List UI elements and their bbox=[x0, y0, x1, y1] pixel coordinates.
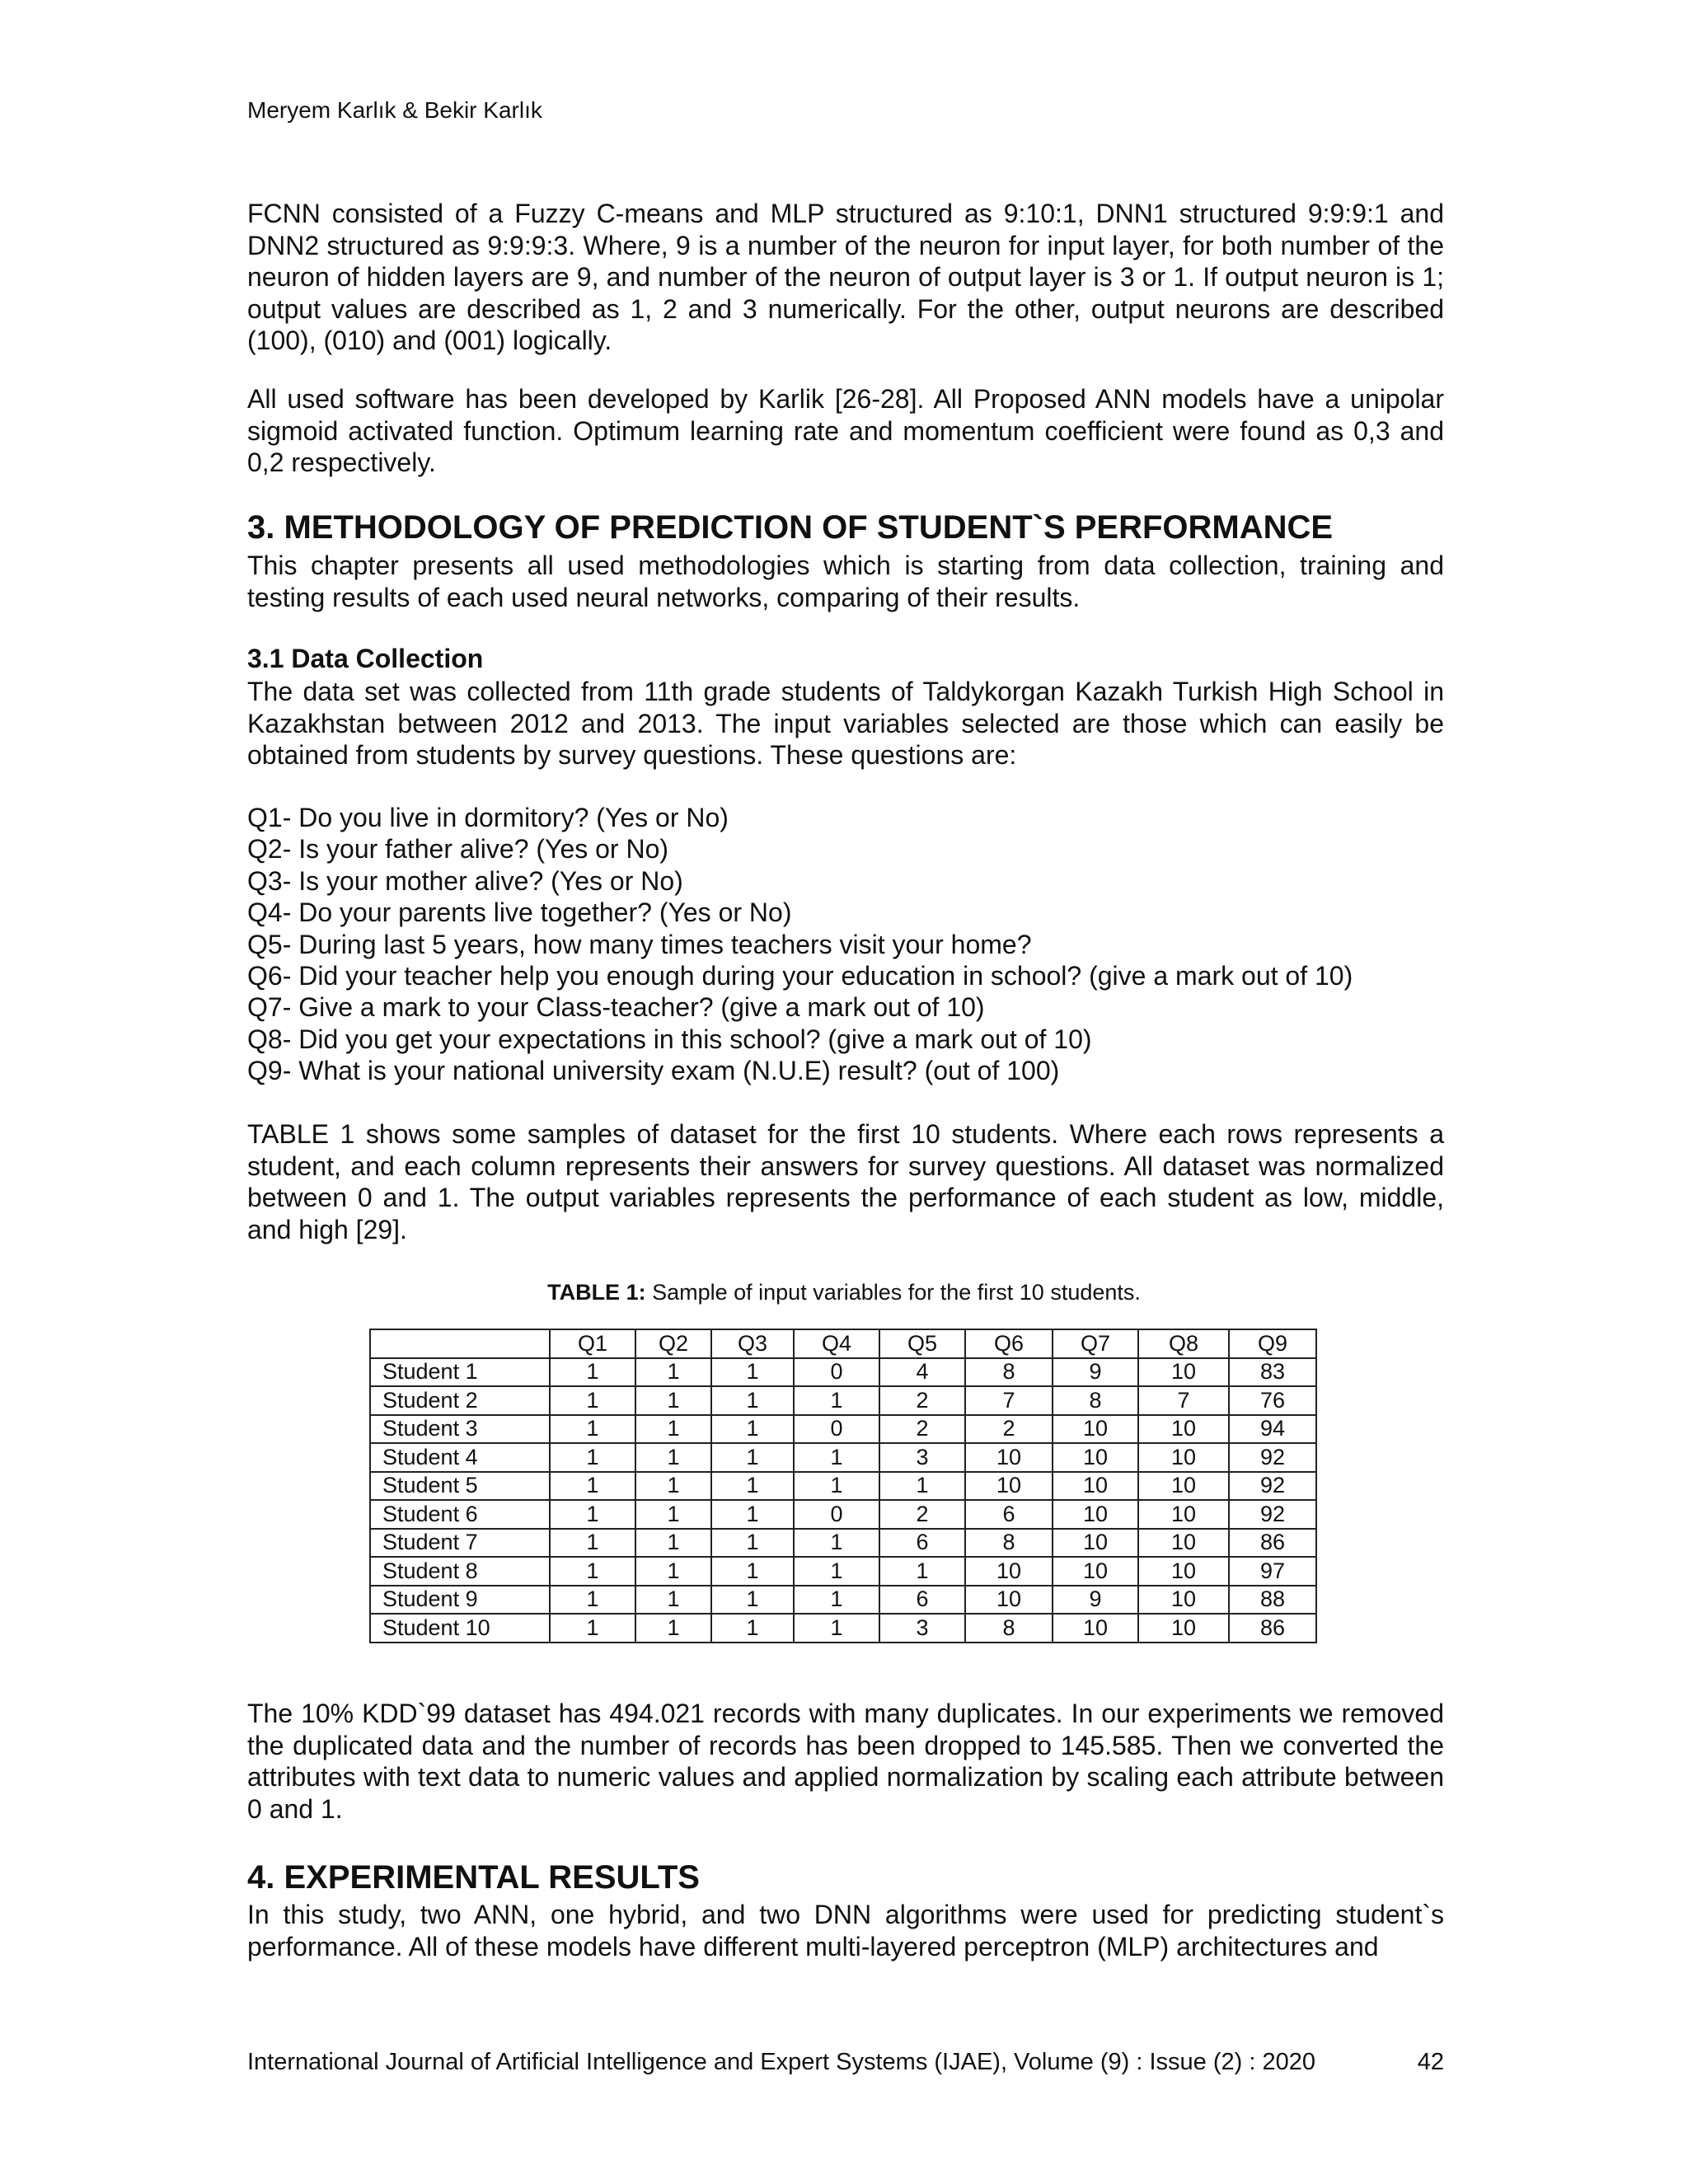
table-row bbox=[370, 1386, 1316, 1415]
question-item: Q8- Did you get your expectations in this school? (give a mark out of 10) bbox=[247, 1024, 1092, 1054]
table-cell: 76 bbox=[1229, 1386, 1316, 1415]
table-cell: 1 bbox=[794, 1529, 879, 1558]
table-cell: 10 bbox=[1138, 1614, 1229, 1643]
table-row bbox=[370, 1358, 1316, 1387]
table-cell: 1 bbox=[635, 1443, 711, 1472]
table-cell: 1 bbox=[711, 1500, 794, 1529]
paragraph-table-description: TABLE 1 shows some samples of dataset for the first 10 students. Where each rows represents a student, and each column represents their answers for survey questions. All dataset was normalized between 0 and 1. The output variables represents the performance of each student as low, middle, and high [29]. bbox=[247, 1119, 1444, 1244]
table-cell: 1 bbox=[635, 1415, 711, 1444]
table-column-header: Q1 bbox=[550, 1329, 635, 1358]
question-item: Q5- During last 5 years, how many times teachers visit your home? bbox=[247, 929, 1032, 959]
table-body bbox=[370, 1358, 1316, 1643]
question-item: Q1- Do you live in dormitory? (Yes or No) bbox=[247, 803, 729, 832]
page-footer bbox=[247, 2049, 1444, 2076]
question-item: Q9- What is your national university exam (N.U.E) result? (out of 100) bbox=[247, 1056, 1060, 1086]
section-3-1-heading: 3.1 Data Collection bbox=[247, 644, 484, 673]
table-cell: 86 bbox=[1229, 1529, 1316, 1558]
table-cell: 9 bbox=[1053, 1358, 1138, 1387]
table-cell: 9 bbox=[1053, 1586, 1138, 1615]
table-cell: 1 bbox=[550, 1586, 635, 1615]
table-row-label: Student 3 bbox=[370, 1415, 550, 1444]
table-1-caption bbox=[0, 1280, 1688, 1305]
table-cell: 92 bbox=[1229, 1443, 1316, 1472]
table-cell: 10 bbox=[1053, 1614, 1138, 1643]
table-column-header: Q3 bbox=[711, 1329, 794, 1358]
page-number: 42 bbox=[1417, 2049, 1444, 2075]
table-cell: 1 bbox=[550, 1472, 635, 1501]
table-cell: 10 bbox=[1138, 1472, 1229, 1501]
table-cell: 1 bbox=[550, 1358, 635, 1387]
table-column-header: Q5 bbox=[879, 1329, 965, 1358]
table-row bbox=[370, 1557, 1316, 1586]
table-cell: 1 bbox=[635, 1529, 711, 1558]
table-cell: 10 bbox=[1138, 1500, 1229, 1529]
table-cell: 10 bbox=[1138, 1586, 1229, 1615]
table-cell: 1 bbox=[635, 1557, 711, 1586]
table-cell: 1 bbox=[635, 1500, 711, 1529]
table-cell: 10 bbox=[1053, 1500, 1138, 1529]
table-row-label: Student 1 bbox=[370, 1358, 550, 1387]
table-cell: 0 bbox=[794, 1500, 879, 1529]
table-column-header: Q7 bbox=[1053, 1329, 1138, 1358]
table-cell: 1 bbox=[711, 1358, 794, 1387]
table-row bbox=[370, 1472, 1316, 1501]
footer-journal: International Journal of Artificial Intelligence and Expert Systems (IJAE), Volume (9) : Issue (2) : 2020 bbox=[247, 2049, 1315, 2075]
table-cell: 10 bbox=[1138, 1415, 1229, 1444]
table-cell: 10 bbox=[965, 1557, 1053, 1586]
table-row bbox=[370, 1586, 1316, 1615]
table-cell: 10 bbox=[1138, 1358, 1229, 1387]
question-item: Q3- Is your mother alive? (Yes or No) bbox=[247, 865, 683, 896]
table-cell: 1 bbox=[550, 1500, 635, 1529]
table-cell: 10 bbox=[1053, 1529, 1138, 1558]
table-1-caption-label: TABLE 1: bbox=[547, 1280, 646, 1305]
table-row-label: Student 7 bbox=[370, 1529, 550, 1558]
table-cell: 3 bbox=[879, 1443, 965, 1472]
table-cell: 10 bbox=[1053, 1443, 1138, 1472]
table-cell: 0 bbox=[794, 1358, 879, 1387]
table-row-label: Student 4 bbox=[370, 1443, 550, 1472]
table-cell: 10 bbox=[965, 1586, 1053, 1615]
survey-question-list bbox=[247, 802, 1444, 1087]
table-cell: 7 bbox=[965, 1386, 1053, 1415]
table-cell: 86 bbox=[1229, 1614, 1316, 1643]
table-row bbox=[370, 1443, 1316, 1472]
table-cell: 1 bbox=[794, 1443, 879, 1472]
table-column-header: Q8 bbox=[1138, 1329, 1229, 1358]
paragraph-kdd-dataset: The 10% KDD`99 dataset has 494.021 records with many duplicates. In our experiments we removed the duplicated data and the number of records has been dropped to 145.585. Then we converted the attributes with text data to numeric values and applied normalization by scaling each attribute between 0 and 1. bbox=[247, 1699, 1444, 1824]
table-cell: 94 bbox=[1229, 1415, 1316, 1444]
table-row-label: Student 5 bbox=[370, 1472, 550, 1501]
table-cell: 1 bbox=[550, 1386, 635, 1415]
table-column-header: Q9 bbox=[1229, 1329, 1316, 1358]
table-cell: 1 bbox=[879, 1472, 965, 1501]
table-cell: 10 bbox=[1053, 1557, 1138, 1586]
table-cell: 83 bbox=[1229, 1358, 1316, 1387]
table-cell: 6 bbox=[879, 1586, 965, 1615]
table-row-label: Student 8 bbox=[370, 1557, 550, 1586]
table-cell: 10 bbox=[1053, 1415, 1138, 1444]
table-cell: 92 bbox=[1229, 1472, 1316, 1501]
table-row bbox=[370, 1415, 1316, 1444]
table-cell: 1 bbox=[550, 1443, 635, 1472]
table-cell: 92 bbox=[1229, 1500, 1316, 1529]
table-cell: 1 bbox=[794, 1614, 879, 1643]
table-cell: 1 bbox=[879, 1557, 965, 1586]
table-cell: 6 bbox=[965, 1500, 1053, 1529]
table-cell: 1 bbox=[711, 1557, 794, 1586]
table-cell: 10 bbox=[1138, 1443, 1229, 1472]
table-column-header: Q2 bbox=[635, 1329, 711, 1358]
table-cell: 10 bbox=[1138, 1557, 1229, 1586]
table-cell: 1 bbox=[794, 1472, 879, 1501]
table-cell: 1 bbox=[635, 1586, 711, 1615]
table-cell: 8 bbox=[1053, 1386, 1138, 1415]
section-3-heading: 3. METHODOLOGY OF PREDICTION OF STUDENT`S PERFORMANCE bbox=[247, 509, 1334, 546]
section-4-heading: 4. EXPERIMENTAL RESULTS bbox=[247, 1859, 700, 1896]
question-item: Q4- Do your parents live together? (Yes or No) bbox=[247, 898, 792, 928]
table-cell: 97 bbox=[1229, 1557, 1316, 1586]
table-cell: 1 bbox=[635, 1472, 711, 1501]
table-cell: 1 bbox=[550, 1614, 635, 1643]
running-header: Meryem Karlık & Bekir Karlık bbox=[247, 97, 542, 123]
table-1-caption-text: Sample of input variables for the first 10 students. bbox=[645, 1280, 1141, 1305]
paragraph-experimental-results: In this study, two ANN, one hybrid, and two DNN algorithms were used for predicting student`s performance. All of these models have different multi-layered perceptron (MLP) architectures and bbox=[247, 1900, 1444, 1961]
table-cell: 6 bbox=[879, 1529, 965, 1558]
table-cell: 4 bbox=[879, 1358, 965, 1387]
paragraph-architectures: FCNN consisted of a Fuzzy C-means and MLP structured as 9:10:1, DNN1 structured 9:9:9:1 and DNN2 structured as 9:9:9:3. Where, 9 is a number of the neuron for input layer, for both number of the neuron of hidden layers are 9, and number of the neuron of output layer is 3 or 1. If output neuron is 1; output values are described as 1, 2 and 3 numerically. For the other, output neurons are described (100), (010) and (001) logically. bbox=[247, 199, 1444, 355]
table-cell: 1 bbox=[794, 1386, 879, 1415]
question-item: Q2- Is your father alive? (Yes or No) bbox=[247, 834, 669, 865]
table-row-label: Student 2 bbox=[370, 1386, 550, 1415]
table-cell: 1 bbox=[794, 1557, 879, 1586]
table-cell: 2 bbox=[965, 1415, 1053, 1444]
table-cell: 1 bbox=[711, 1472, 794, 1501]
table-cell: 7 bbox=[1138, 1386, 1229, 1415]
table-row-label: Student 6 bbox=[370, 1500, 550, 1529]
table-row-label: Student 9 bbox=[370, 1586, 550, 1615]
table-cell: 1 bbox=[711, 1386, 794, 1415]
table-cell: 0 bbox=[794, 1415, 879, 1444]
table-cell: 1 bbox=[635, 1386, 711, 1415]
table-1 bbox=[369, 1329, 1317, 1643]
table-cell: 10 bbox=[1053, 1472, 1138, 1501]
table-cell: 1 bbox=[635, 1358, 711, 1387]
table-cell: 3 bbox=[879, 1614, 965, 1643]
table-cell: 2 bbox=[879, 1500, 965, 1529]
paragraph-data-collection: The data set was collected from 11th grade students of Taldykorgan Kazakh Turkish High School in Kazakhstan between 2012 and 2013. The input variables selected are those which can easily be obtained from students by survey questions. These questions are: bbox=[247, 677, 1444, 770]
table-cell: 88 bbox=[1229, 1586, 1316, 1615]
table-cell: 1 bbox=[550, 1557, 635, 1586]
table-row-label: Student 10 bbox=[370, 1614, 550, 1643]
table-cell: 1 bbox=[711, 1586, 794, 1615]
table-cell: 2 bbox=[879, 1415, 965, 1444]
table-cell: 1 bbox=[711, 1529, 794, 1558]
table-cell: 1 bbox=[711, 1614, 794, 1643]
question-item: Q6- Did your teacher help you enough during your education in school? (give a mark out of 10) bbox=[247, 961, 1353, 991]
table-cell: 8 bbox=[965, 1529, 1053, 1558]
table-cell: 1 bbox=[711, 1415, 794, 1444]
question-item: Q7- Give a mark to your Class-teacher? (give a mark out of 10) bbox=[247, 992, 985, 1023]
table-cell: 10 bbox=[1138, 1529, 1229, 1558]
table-cell: 1 bbox=[794, 1586, 879, 1615]
table-row bbox=[370, 1529, 1316, 1558]
table-row bbox=[370, 1500, 1316, 1529]
paragraph-methodology-intro: This chapter presents all used methodologies which is starting from data collection, training and testing results of each used neural networks, comparing of their results. bbox=[247, 551, 1444, 612]
table-corner-cell bbox=[370, 1329, 550, 1358]
table-cell: 10 bbox=[965, 1472, 1053, 1501]
table-column-header: Q4 bbox=[794, 1329, 879, 1358]
paragraph-software: All used software has been developed by Karlik [26-28]. All Proposed ANN models have a unipolar sigmoid activated function. Optimum learning rate and momentum coefficient were found as 0,3 and 0,2 respectively. bbox=[247, 384, 1444, 477]
table-column-header: Q6 bbox=[965, 1329, 1053, 1358]
table-cell: 10 bbox=[965, 1443, 1053, 1472]
table-cell: 8 bbox=[965, 1614, 1053, 1643]
table-header-row bbox=[370, 1329, 1316, 1358]
table-cell: 1 bbox=[635, 1614, 711, 1643]
table-cell: 1 bbox=[550, 1415, 635, 1444]
table-cell: 1 bbox=[711, 1443, 794, 1472]
table-cell: 8 bbox=[965, 1358, 1053, 1387]
table-cell: 1 bbox=[550, 1529, 635, 1558]
table-cell: 2 bbox=[879, 1386, 965, 1415]
table-row bbox=[370, 1614, 1316, 1643]
